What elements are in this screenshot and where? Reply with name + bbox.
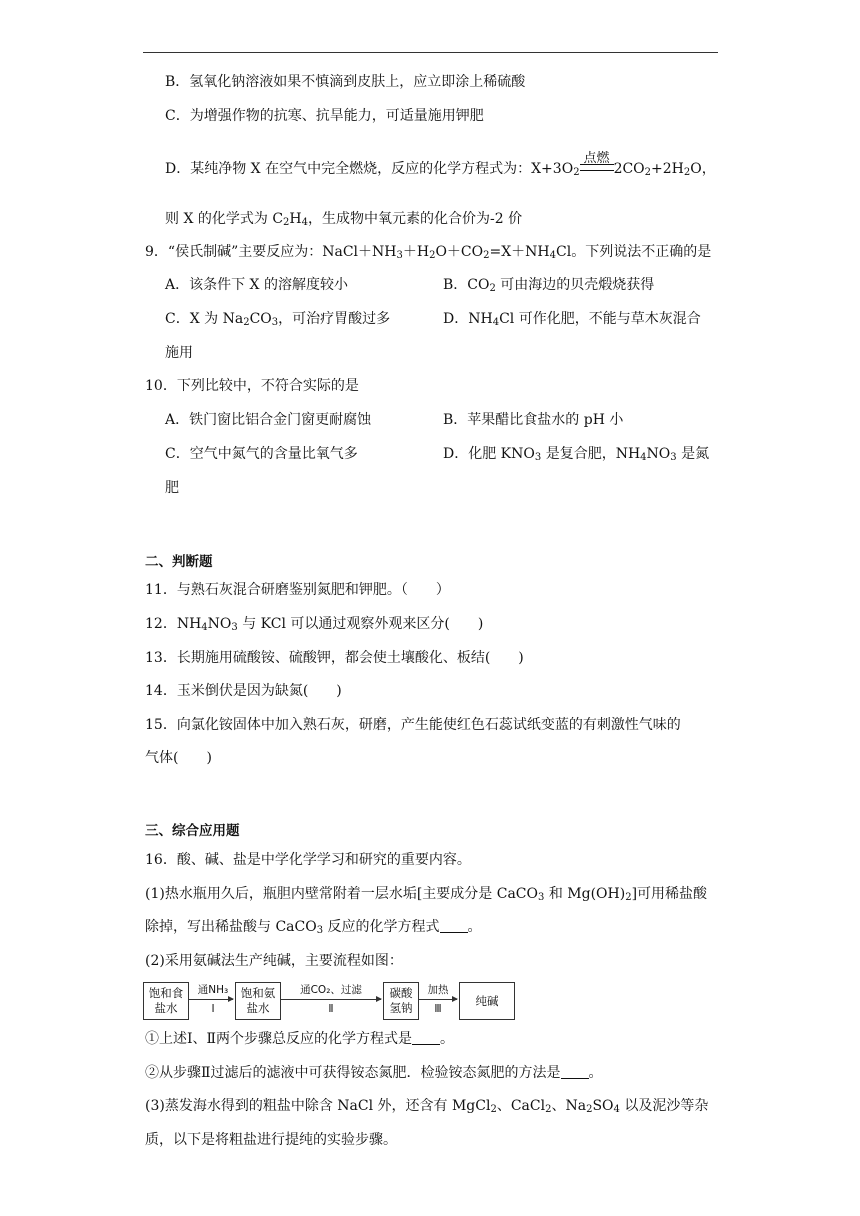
flow-box-sodium-bicarbonate: 碳酸 氢钠: [383, 982, 419, 1020]
flow-step2-label: 通CO₂、过滤: [300, 984, 362, 996]
q16-part3: (3)蒸发海水得到的粗盐中除含 NaCl 外，还含有 MgCl$_2$、CaCl$_2$、$Na_2SO_4$ 以及泥沙等杂: [145, 1098, 709, 1115]
q9-option-c-wrap: 施用: [165, 345, 193, 361]
q8-option-b: B．氢氧化钠溶液如果不慎滴到皮肤上，应立即涂上稀硫酸: [165, 74, 526, 90]
q16-part1-cont: 除掉，写出稀盐酸与 CaCO$_3$ 反应的化学方程式 。: [145, 919, 482, 936]
flow-step1-label: 通NH₃: [197, 984, 229, 996]
flow-step3-roman: Ⅲ: [434, 1003, 442, 1015]
q13: 13．长期施用硫酸铵、硫酸钾，都会使土壤酸化、板结( ): [145, 650, 524, 666]
q9-option-a: A．该条件下 X 的溶解度较小: [165, 277, 348, 293]
answer-blank[interactable]: [440, 918, 468, 933]
flow-box-saturated-brine: 饱和食 盐水: [143, 982, 189, 1020]
q8-option-d: D．某纯净物 X 在空气中完全燃烧，反应的化学方程式为：$X+3O_2$ 点燃 $2CO_2+2H_2O$，: [165, 150, 716, 178]
answer-blank[interactable]: [412, 1030, 440, 1045]
flow-box-soda-ash: 纯碱: [459, 982, 515, 1020]
q8-option-d-cont: 则 X 的化学式为 $C_2H_4$，生成物中氧元素的化合价为-2 价: [165, 211, 523, 228]
q16-part3-cont: 质，以下是将粗盐进行提纯的实验步骤。: [145, 1132, 397, 1148]
flow-arrow-3: [419, 999, 457, 1000]
header-rule: [143, 52, 718, 53]
flow-diagram: [143, 982, 523, 1022]
flow-step3-label: 加热: [427, 984, 449, 996]
section-3-title: 三、综合应用题: [145, 823, 240, 839]
q9-option-d: D．$NH_4Cl$ 可作化肥，不能与草木灰混合: [443, 311, 701, 328]
q14: 14．玉米倒伏是因为缺氮( ): [145, 683, 342, 699]
q15-wrap: 气体( ): [145, 750, 212, 766]
flow-step2-roman: Ⅱ: [328, 1003, 334, 1015]
q10-option-a: A．铁门窗比铝合金门窗更耐腐蚀: [165, 412, 372, 428]
answer-blank[interactable]: [561, 1064, 589, 1079]
section-2-title: 二、判断题: [145, 554, 213, 570]
flow-arrow-1: [189, 999, 233, 1000]
flow-arrow-2: [281, 999, 381, 1000]
reaction-condition-arrow: 点燃: [580, 168, 614, 171]
q16-sub2: ②从步骤Ⅱ过滤后的滤液中可获得铵态氮肥．检验铵态氮肥的方法是 。: [145, 1065, 603, 1081]
q16-part1: (1)热水瓶用久后，瓶胆内壁常附着一层水垢[主要成分是 CaCO$_3$ 和 $Mg(OH)_2$]可用稀盐酸: [145, 886, 708, 903]
q10-stem: 10．下列比较中，不符合实际的是: [145, 378, 359, 394]
q16-stem: 16．酸、碱、盐是中学化学学习和研究的重要内容。: [145, 852, 471, 868]
flow-box-ammoniated-brine: 饱和氨 盐水: [235, 982, 281, 1020]
q12: 12．$NH_4NO_3$ 与 KCl 可以通过观察外观来区分( ): [145, 616, 484, 633]
q9-stem: 9．“侯氏制碱”主要反应为：$NaCl+NH_3+H_2O+CO_2=X+NH_4Cl$。下列说法不正确的是: [145, 244, 712, 261]
q9-option-c: C．X 为 $Na_2CO_3$，可治疗胃酸过多: [165, 311, 391, 328]
q16-part2: (2)采用氨碱法生产纯碱，主要流程如图：: [145, 953, 403, 969]
flow-step1-roman: Ⅰ: [211, 1003, 215, 1015]
q9-option-b: B．$CO_2$ 可由海边的贝壳煅烧获得: [443, 277, 655, 294]
q16-sub1: ①上述Ⅰ、Ⅱ两个步骤总反应的化学方程式是 。: [145, 1031, 455, 1047]
q10-option-b: B．苹果醋比食盐水的 pH 小: [443, 412, 624, 428]
q8-option-c: C．为增强作物的抗寒、抗旱能力，可适量施用钾肥: [165, 108, 484, 124]
q15: 15．向氯化铵固体中加入熟石灰，研磨，产生能使红色石蕊试纸变蓝的有刺激性气味的: [145, 717, 681, 733]
q10-option-d: D．化肥 $KNO_3$ 是复合肥，$NH_4NO_3$ 是氮: [443, 446, 710, 463]
q10-option-c: C．空气中氮气的含量比氧气多: [165, 446, 358, 462]
q11: 11．与熟石灰混合研磨鉴别氮肥和钾肥。（ ）: [145, 582, 450, 598]
q10-option-d-wrap: 肥: [165, 480, 179, 496]
